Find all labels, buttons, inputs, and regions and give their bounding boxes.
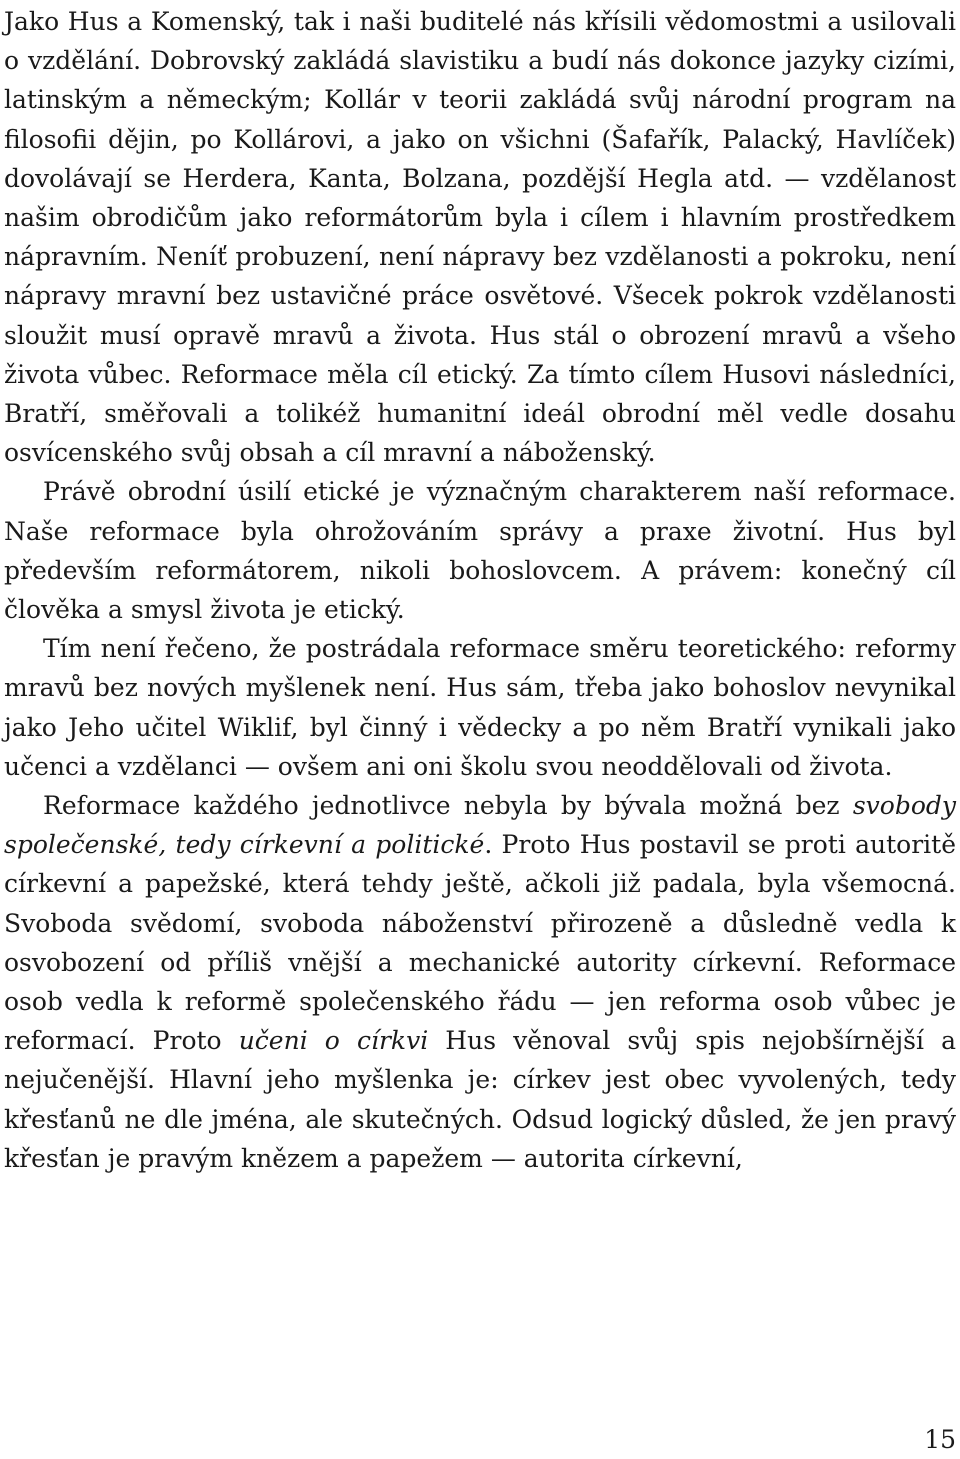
paragraph-4-text-1: Reformace každého jednotlivce nebyla by bývala možná bez: [43, 791, 853, 821]
paragraph-4-italic-phrase-2: učeni o církvi: [238, 1026, 429, 1056]
paragraph-4: [4, 786, 956, 1178]
paragraph-4-italic-phrase-1: svobody společenské, tedy církevní a politické: [4, 791, 956, 860]
paragraph-4-text-2: . Proto Hus postavil se proti autoritě církevní a papežské, která tehdy ještě, ačkoli již padala, byla všemocná. Svoboda svědomí, svoboda náboženství přirozeně a důsledně vedla k osvobození od příliš vnější a mechanické autority církevní. Reformace osob vedla k reformě společenského řádu — jen reforma osob vůbec je reformací. Proto: [4, 830, 956, 1056]
page-number: 15: [924, 1425, 956, 1454]
paragraph-2: [4, 472, 956, 629]
paragraph-4-text-3: Hus věnoval svůj spis nejobšírnější a nejučenější. Hlavní jeho myšlenka je: církev jest obec vyvolených, tedy křesťanů ne dle jména, ale skutečných. Odsud logický důsled, že jen pravý křesťan je pravým knězem a papežem — autorita církevní,: [4, 1026, 956, 1173]
paragraph-1-text: Jako Hus a Komenský, tak i naši buditelé nás křísili vědomostmi a usilovali o vzdělání. Dobrovský zakládá slavistiku a budí nás dokonce jazyky cizími, latinským a německým; Kollár v teorii zakládá svůj národní program na filosofii dějin, po Kollárovi, a jako on všichni (Šafařík, Palacký, Havlíček) dovolávají se Herdera, Kanta, Bolzana, pozdější Hegla atd. — vzdělanost našim obrodičům jako reformátorům byla i cílem i hlavním prostředkem nápravním. Neníť probuzení, není nápravy bez vzdělanosti a pokroku, není nápravy mravní bez ustavičné práce osvětové. Všecek pokrok vzdělanosti sloužit musí opravě mravů a života. Hus stál o obrození mravů a všeho života vůbec. Reformace měla cíl etický. Za tímto cílem Husovi následníci, Bratří, směřovali a tolikéž humanitní ideál obrodní měl vedle dosahu osvícenského svůj obsah a cíl mravní a náboženský.: [4, 7, 956, 468]
paragraph-3: [4, 629, 956, 786]
paragraph-1: [4, 2, 956, 472]
paragraph-3-text: Tím není řečeno, že postrádala reformace směru teoretického: reformy mravů bez nových myšlenek není. Hus sám, třeba jako bohoslov nevynikal jako Jeho učitel Wiklif, byl činný i vědecky a po něm Bratří vynikali jako učenci a vzdělanci — ovšem ani oni školu svou neoddělovali od života.: [4, 634, 956, 781]
paragraph-2-text: Právě obrodní úsilí etické je význačným charakterem naší reformace. Naše reformace byla ohrožováním správy a praxe životní. Hus byl především reformátorem, nikoli bohoslovcem. A právem: konečný cíl člověka a smysl života je etický.: [4, 477, 956, 625]
